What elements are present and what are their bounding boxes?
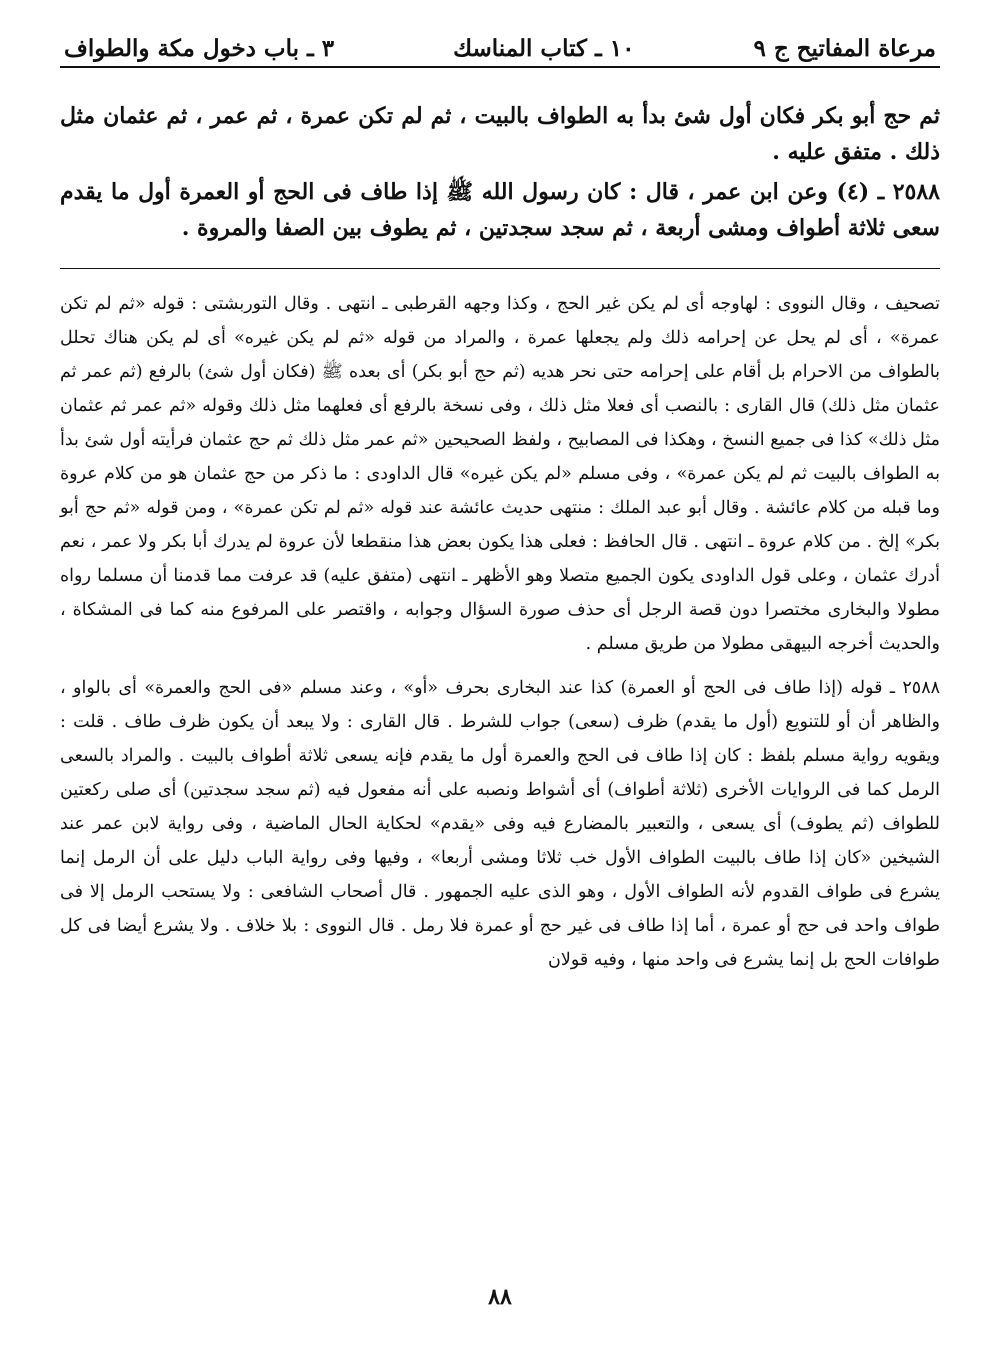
running-header bbox=[60, 18, 940, 68]
commentary-paragraph: ٢٥٨٨ ـ قوله (إذا طاف فى الحج أو العمرة) كذا عند البخارى بحرف «أو» ، وعند مسلم «فى الحج والعمرة» أى بالواو ، والظاهر أن أو للتنويع (أول ما يقدم) ظرف (سعى) جواب للشرط . قال القارى : ولا يبعد أن يكون ظرف طاف . قلت : ويقويه رواية مسلم بلفظ : كان إذا طاف فى الحج والعمرة أول ما يقدم فإنه يسعى ثلاثة أطواف بالبيت . والمراد بالسعى الرمل كما فى الروايات الأخرى (ثلاثة أطواف) أى أشواط ونصبه على أنه مفعول فيه (ثم سجد سجدتين) أى صلى ركعتين للطواف (ثم يطوف) أى يسعى ، والتعبير بالمضارع فيه وفى «يقدم» لحكاية الحال الماضية ، وفى رواية لابن عمر عند الشيخين «كان إذا طاف بالبيت الطواف الأول خب ثلاثا ومشى أربعا» ، وفيها وفى رواية الباب دليل على أن الرمل إنما يشرع فى طواف القدوم لأنه الطواف الأول ، وهو الذى عليه الجمهور . قال أصحاب الشافعى : ولا يستحب الرمل إلا فى طواف واحد فى حج أو عمرة ، أما إذا طاف فى غير حج أو عمرة فلا رمل . قال النووى : بلا خلاف . ولا يشرع أيضا فى كل طوافات الحج بل إنما يشرع فى واحد منها ، وفيه قولان bbox=[60, 678, 940, 970]
hadith-continuation: ثم حج أبو بكر فكان أول شئ بدأ به الطواف بالبيت ، ثم لم تكن عمرة ، ثم عمر ، ثم عثمان مثل ذلك . متفق عليه . bbox=[60, 103, 940, 165]
commentary-paragraph: تصحيف ، وقال النووى : لهاوجه أى لم يكن غير الحج ، وكذا وجهه القرطبى ـ انتهى . وقال التوربشتى : قوله «ثم لم تكن عمرة» ، أى لم يحل عن إحرامه ذلك ولم يجعلها عمرة ، والمراد من قوله «ثم لم يكن غيره» أى لم يكن هناك تحلل بالطواف من الاحرام بل أقام على إحرامه حتى نحر هديه (ثم حج أبو بكر) أى بعده ﷺ (فكان أول شئ) بالرفع (ثم عمر ثم عثمان مثل ذلك) قال القارى : بالنصب أى فعلا مثل ذلك ، وفى نسخة بالرفع أى فعلهما مثل ذلك وقوله «ثم عمر ثم عثمان مثل ذلك» كذا فى جميع النسخ ، وهكذا فى المصابيح ، ولفظ الصحيحين «ثم عمر مثل ذلك ثم حج عثمان فرأيته أول شئ بدأ به الطواف بالبيت ثم لم يكن عمرة» ، وفى مسلم «لم يكن غيره» قال الداودى : ما ذكر من حج عثمان هو من كلام عروة وما قبله من كلام عائشة . وقال أبو عبد الملك : منتهى حديث عائشة عند قوله «ثم لم تكن عمرة» ، ومن قوله «ثم حج أبو بكر» إلخ . من كلام عروة ـ انتهى . قال الحافظ : فعلى هذا يكون بعض هذا منقطعا لأن عروة لم يدرك أبا بكر ولا عمر ، نعم أدرك عثمان ، وعلى قول الداودى يكون الجميع متصلا وهو الأظهر ـ انتهى (متفق عليه) قد عرفت مما قدمنا أن مسلما رواه مطولا والبخارى مختصرا دون قصة الرجل أى حذف صورة السؤال وجوابه ، واقتصر على المرفوع منه كما فى المشكاة ، والحديث أخرجه البيهقى مطولا من طريق مسلم . bbox=[60, 294, 940, 654]
page-number: ٨٨ bbox=[488, 1284, 512, 1310]
section-title: ٣ ـ باب دخول مكة والطواف bbox=[64, 35, 335, 62]
book-page bbox=[60, 18, 940, 1338]
chapter-title: ١٠ ـ كتاب المناسك bbox=[453, 35, 635, 62]
hadith-2588: ٢٥٨٨ ـ (٤) وعن ابن عمر ، قال : كان رسول الله ﷺ إذا طاف فى الحج أو العمرة أول ما يقدم سعى ثلاثة أطواف ومشى أربعة ، ثم سجد سجدتين ، ثم يطوف بين الصفا والمروة . bbox=[60, 179, 940, 241]
section-divider bbox=[60, 268, 940, 269]
hadith-text-block bbox=[60, 98, 940, 246]
book-title: مرعاة المفاتيح ج ٩ bbox=[753, 35, 936, 62]
commentary-block bbox=[60, 287, 940, 977]
